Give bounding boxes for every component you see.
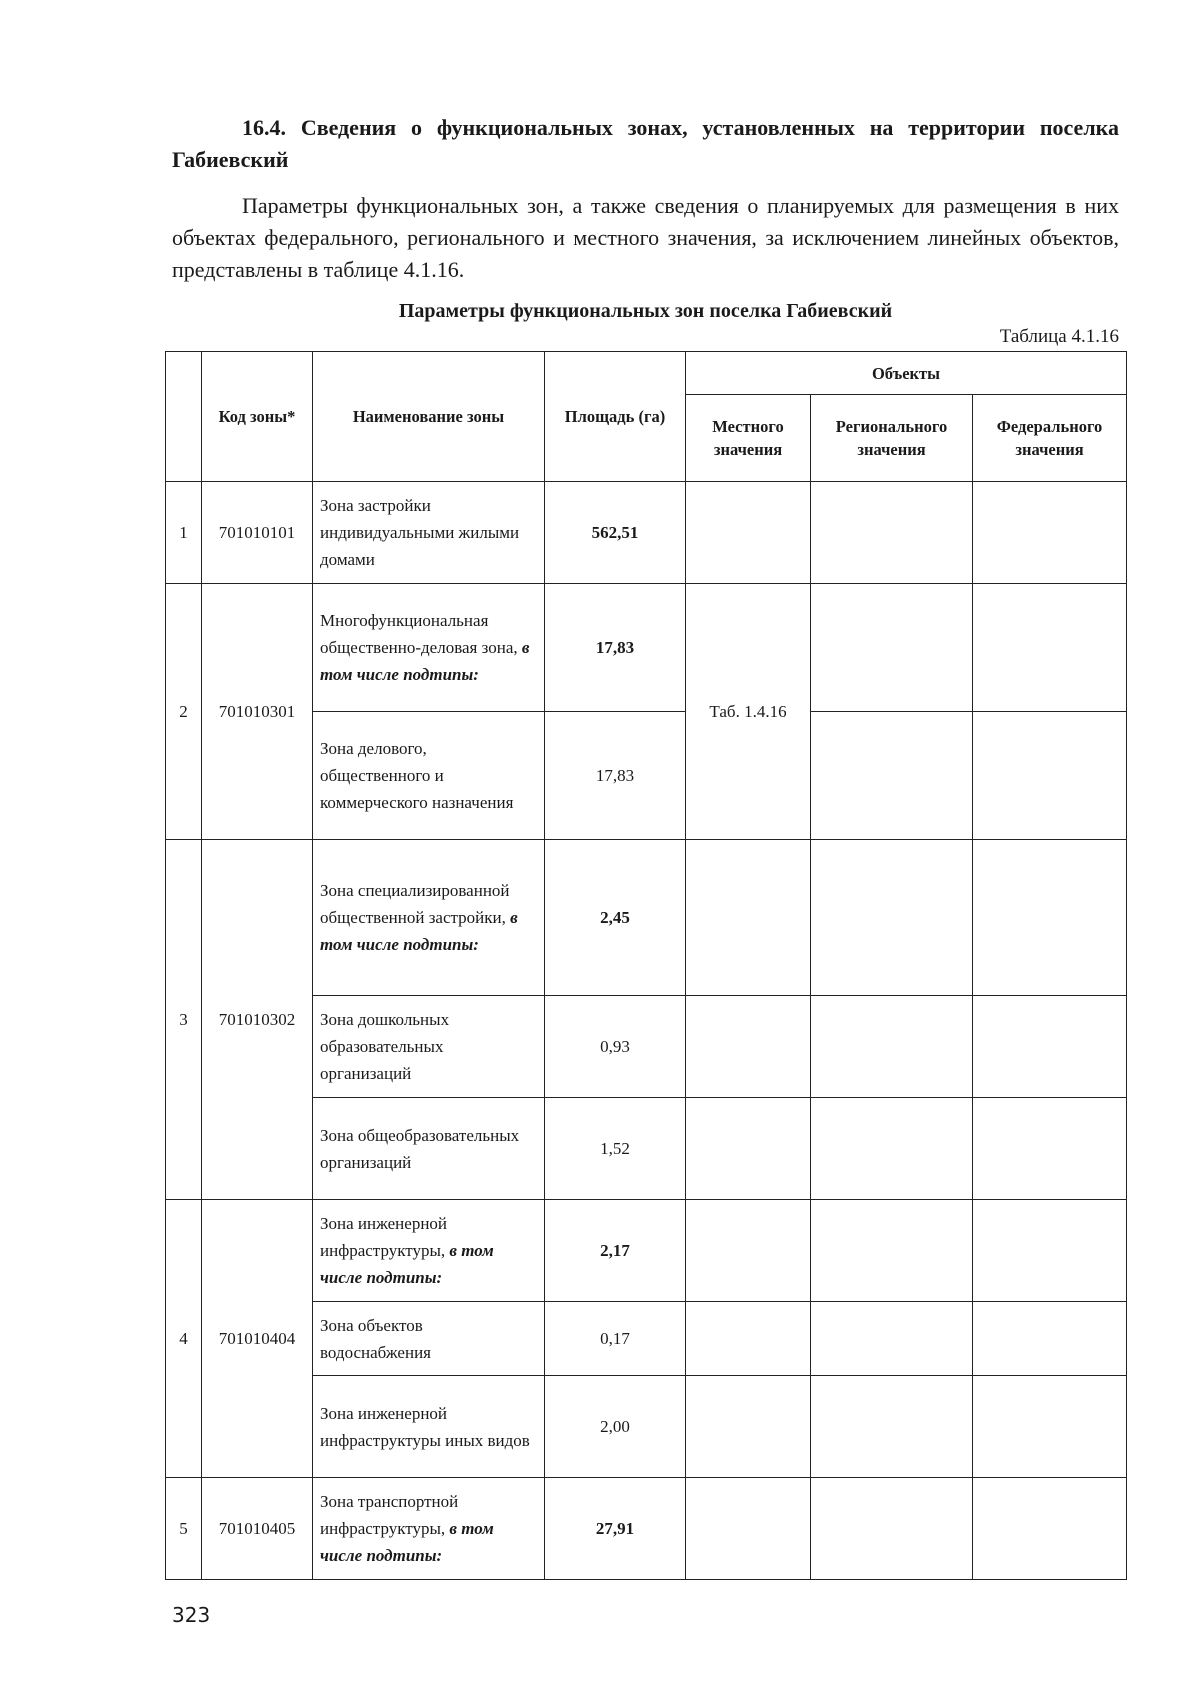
federal-cell [973,712,1127,840]
zone-area: 27,91 [545,1478,686,1580]
table-caption: Параметры функциональных зон поселка Габиевский [398,300,893,322]
zone-area: 17,83 [545,712,686,840]
row-num: 1 [166,482,202,584]
local-cell [686,1098,811,1200]
zone-name [313,1478,545,1580]
header-name: Наименование зоны [313,352,545,482]
intro-paragraph [172,190,1119,286]
zone-name [313,1200,545,1302]
regional-cell [811,996,973,1098]
local-cell [686,1200,811,1302]
zone-code: 701010301 [202,584,313,840]
zone-name: Зона делового, общественного и коммерческого назначения [313,712,545,840]
row-num: 3 [166,840,202,1200]
local-cell [686,1478,811,1580]
federal-cell [973,584,1127,712]
zone-area: 1,52 [545,1098,686,1200]
intro-paragraph-text: Параметры функциональных зон, а также сведения о планируемых для размещения в них объектах федерального, регионального и местного значения, за исключением линейных объектов, представлены в таблице 4.1.16. [172,193,1119,282]
zones-table [165,351,1127,1580]
zone-code: 701010405 [202,1478,313,1580]
header-area: Площадь (га) [545,352,686,482]
zone-name: Зона инженерной инфраструктуры иных видов [313,1376,545,1478]
table-number: Таблица 4.1.16 [999,326,1119,347]
federal-cell [973,996,1127,1098]
zone-name: Зона дошкольных образовательных организаций [313,996,545,1098]
section-title: Сведения о функциональных зонах, установленных на территории поселка Габиевский [172,115,1119,172]
table-row [166,584,1127,712]
regional-cell [811,1302,973,1376]
federal-cell [973,1376,1127,1478]
local-cell [686,1302,811,1376]
header-local: Местного значения [686,395,811,482]
header-federal: Федерального значения [973,395,1127,482]
section-heading [172,112,1119,176]
regional-cell [811,584,973,712]
zone-name: Зона объектов водоснабжения [313,1302,545,1376]
zone-name-text: Многофункциональная общественно-деловая зона, [320,611,518,657]
regional-cell [811,1098,973,1200]
regional-cell [811,1200,973,1302]
regional-cell [811,712,973,840]
zone-area: 2,45 [545,840,686,996]
zone-area: 17,83 [545,584,686,712]
local-cell [686,482,811,584]
local-cell [686,996,811,1098]
zone-name-text: Зона специализированной общественной застройки, [320,881,510,927]
zone-name: Зона застройки индивидуальными жилыми домами [313,482,545,584]
header-code: Код зоны* [202,352,313,482]
regional-cell [811,1478,973,1580]
table-row [166,1478,1127,1580]
zone-area: 2,00 [545,1376,686,1478]
zone-area: 2,17 [545,1200,686,1302]
local-cell [686,840,811,996]
zone-name [313,584,545,712]
zone-code: 701010404 [202,1200,313,1478]
zone-name-text: Зона транспортной инфраструктуры, [320,1492,459,1538]
header-row-1 [166,352,1127,395]
federal-cell [973,840,1127,996]
regional-cell [811,1376,973,1478]
zone-code: 701010302 [202,840,313,1200]
local-cell [686,1376,811,1478]
row-num: 4 [166,1200,202,1478]
zone-name-text: Зона инженерной инфраструктуры, [320,1214,448,1260]
zone-area: 0,17 [545,1302,686,1376]
regional-cell [811,482,973,584]
subtypes-note: в том числе подтипы: [320,638,530,684]
table-row [166,482,1127,584]
zone-area: 0,93 [545,996,686,1098]
row-num: 2 [166,584,202,840]
subtypes-note: в том числе подтипы: [320,1241,494,1287]
federal-cell [973,1302,1127,1376]
subtypes-note: в том числе подтипы: [320,1519,494,1565]
header-objects: Объекты [686,352,1127,395]
zone-name [313,840,545,996]
local-ref-cell: Таб. 1.4.16 [686,584,811,840]
section-number: 16.4. [242,115,286,140]
row-num: 5 [166,1478,202,1580]
zone-name: Зона общеобразовательных организаций [313,1098,545,1200]
subtypes-note: в том числе подтипы: [320,908,518,954]
federal-cell [973,482,1127,584]
header-regional: Регионального значения [811,395,973,482]
header-num [166,352,202,482]
regional-cell [811,840,973,996]
zone-area: 562,51 [545,482,686,584]
federal-cell [973,1200,1127,1302]
table-row [166,840,1127,996]
zone-code: 701010101 [202,482,313,584]
table-row [166,1200,1127,1302]
page-number: 323 [172,1603,211,1627]
federal-cell [973,1478,1127,1580]
federal-cell [973,1098,1127,1200]
